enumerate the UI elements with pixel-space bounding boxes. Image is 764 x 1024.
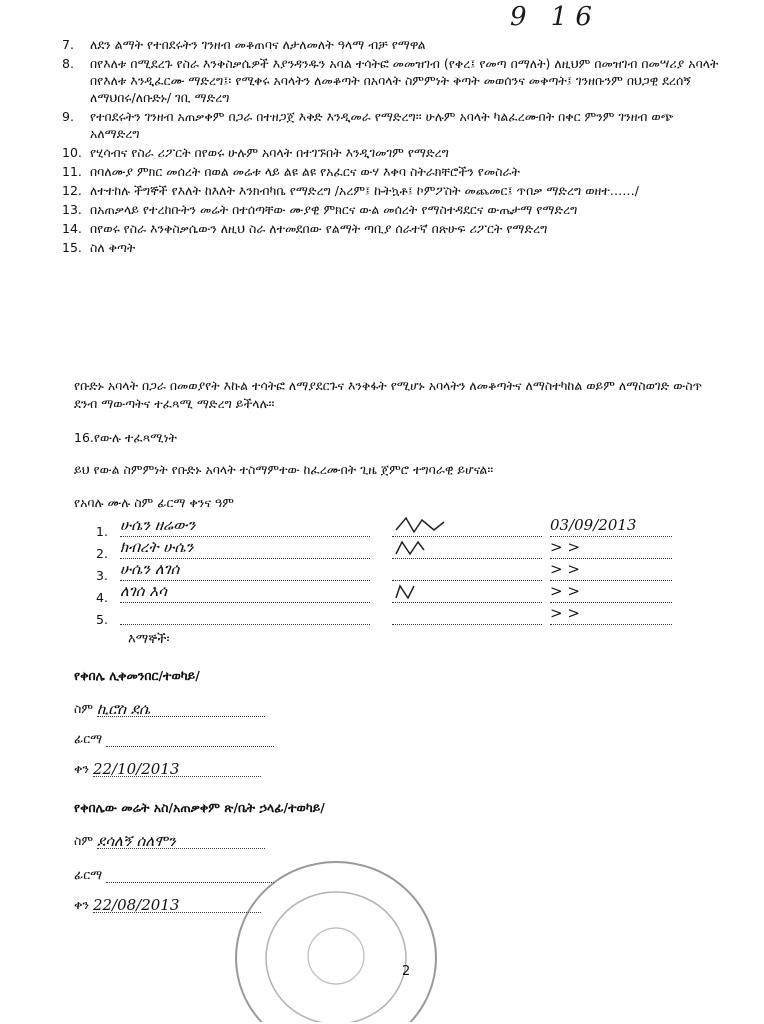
office-sign-line: ፊርማ (74, 866, 274, 883)
list-item: 9. የተበደሩትን ገንዘብ አጠቃቀም በጋራ በተዘጋጀ እቅድ እንዲመራ የማድረግ፡፡ ሁሉም አባላት ካልፈረሙበት በቀር ምንም ገንዘብ ወጭ አለማድረግ (62, 109, 674, 141)
receiver-name-line: ስም ኪሮስ ደሴ (74, 700, 265, 717)
member-date: > > (550, 582, 672, 603)
list-item: 10. የሂሳብና የስራ ሪፖርት በየወሩ ሁሉም አባላት በተገኙበት እንዲገመገም የማድረግ (62, 145, 449, 160)
list-item: 14. በየወሩ የስራ እንቅስቃሴውን ለዚህ ስራ ለተመደበው የልማት ጣቢያ ሰራተኛ በጽሁፍ ሪፖርት የማድረግ (62, 221, 548, 236)
list-item: 8. በየእለቱ በሚደረጉ የስራ እንቅስቃሴዎች እያንዳንዱን አባል ተሳትፎ መመዝገብ (የቀረ፤ የመጣ በማለት) ለዚህም በመዝገብ በመሣሪያ አባላት በየእለቱ እንዲፈርሙ ማድረግ፤፡ የሚቀሩ አባላትን ለመቆጣት በአባላት ስምምነት ቅጣት መወሰንና መቅጣት፤ ገንዘቡንም በህጋዊ ደረሰኝ ለማህበሩ/ለቡድኑ/ ገቢ ማድረግ (62, 56, 719, 105)
receiver-signature (106, 730, 274, 747)
receiver-name-value: ኪሮስ ደሴ (97, 700, 265, 717)
member-signature (392, 560, 542, 581)
member-signature (392, 516, 542, 537)
list-item: 11. በባለሙያ ምክር መሰረት በወል መሬቱ ላይ ልዩ ልዩ የአፈርና ውሃ እቀባ ስትራክቸሮችን የመስራት (62, 164, 520, 179)
list-item: 13. በአጠቃላይ የተረከቡትን መሬት በተሰጣቸው ሙያዊ ምክርና ውል መሰረት የማስተዳደርና ውጤታማ የማድረግ (62, 202, 578, 217)
signature-row: 2. ክብረት ሁሴን > > (96, 544, 696, 564)
member-name: ሁሴን ለገሰ (120, 560, 370, 581)
signature-row: 3. ሁሴን ለገሰ > > (96, 566, 696, 586)
member-name: ሁሴን ዘሬውን (120, 516, 370, 537)
office-title: የቀበሌው መሬት አስ/አጠቃቀም ጽ/ቤት ኃላፊ/ተወካይ/ (74, 800, 325, 815)
page-number: 2 (402, 964, 411, 979)
receiver-date-line: ቀን 22/10/2013 (74, 760, 261, 777)
list-item: 12. ለተተከሉ ችግኞች የእለት ከእለት እንክብካቤ የማድረግ /አረም፤ ኩትኳቶ፤ ኮምፖስት መጨመር፤ ጥበቃ ማድረግ ወዘተ……/ (62, 183, 639, 198)
list-item: 7. ለደን ልማት የተበደሩትን ገንዘብ መቆጠባና ለታለመለት ዓላማ ብቻ የማዋል (62, 37, 426, 52)
member-signature (392, 582, 542, 603)
list-item: 15. ስለ ቅጣት (62, 240, 136, 255)
signature-row: 5. > > (96, 610, 696, 630)
member-date: 03/09/2013 (550, 516, 672, 537)
handwritten-page-number: 9 16 (510, 2, 600, 32)
witnesses-title: እማኞች፡ (128, 632, 170, 647)
receiver-date-value: 22/10/2013 (93, 760, 261, 777)
section-16-text: ይህ የውል ስምምነት የቡድኑ አባላት ተስማምተው ከፈረሙበት ጊዜ ጀምሮ ተግባራዊ ይሆናል፡፡ (74, 462, 494, 477)
office-name-value: ደሳለኝ ሰለሞን (97, 832, 265, 849)
member-name: ክብረት ሁሴን (120, 538, 370, 559)
signature-row: 4. ለገሰ እሳ > > (96, 588, 696, 608)
member-date: > > (550, 538, 672, 559)
member-name: ለገሰ እሳ (120, 582, 370, 603)
section-16-title: 16.የውሉ ተፈጻሚነት (74, 430, 177, 445)
member-signature (392, 604, 542, 625)
office-date-line: ቀን 22/08/2013 (74, 896, 261, 913)
office-name-line: ስም ደሳለኝ ሰለሞን (74, 832, 265, 849)
member-signature (392, 538, 542, 559)
obligations-list (62, 36, 722, 258)
receiver-title: የቀበሌ ሊቀመንበር/ተወካይ/ (74, 668, 200, 683)
signature-header: የአባሉ ሙሉ ስም ፊርማ ቀንና ዓም (74, 495, 234, 510)
signature-row: 1. ሁሴን ዘሬውን 03/09/2013 (96, 522, 696, 542)
member-date: > > (550, 604, 672, 625)
office-date-value: 22/08/2013 (93, 896, 261, 913)
member-name (120, 604, 370, 625)
receiver-sign-line: ፊርማ (74, 730, 274, 747)
member-date: > > (550, 560, 672, 581)
penalty-paragraph: የቡድኑ አባላት በጋራ በመወያየት እኩል ተሳትፎ ለማያደርጉና እንቅፋት የሚሆኑ አባላትን ለመቆጣትና ለማስተካከል ወይም ለማስወገድ ውስጥ ደንብ ማውጣትና ተፈጻሚ ማድረግ ይችላሉ፡፡ (74, 378, 703, 411)
official-stamp-icon (228, 846, 444, 1022)
